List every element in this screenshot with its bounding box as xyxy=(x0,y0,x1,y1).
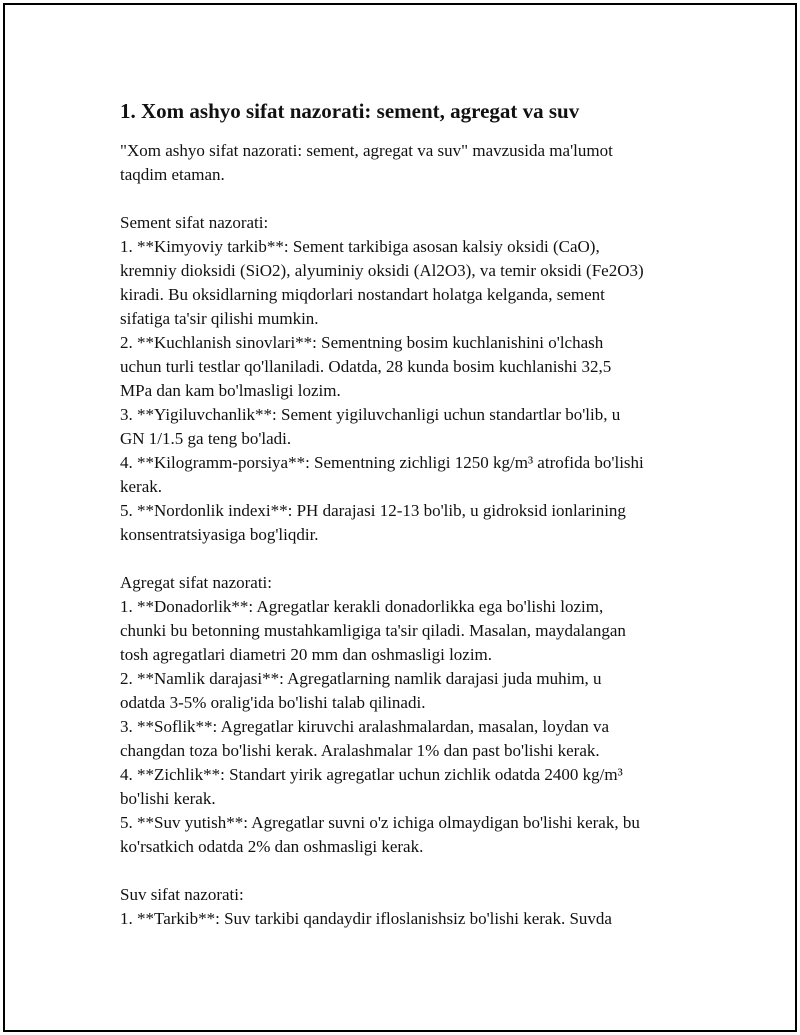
text-line: 1. **Kimyoviy tarkib**: Sement tarkibiga asosan kalsiy oksidi (CaO), xyxy=(120,237,600,256)
text-line: bo'lishi kerak. xyxy=(120,789,216,808)
text-line: tosh agregatlari diametri 20 mm dan oshmasligi lozim. xyxy=(120,645,493,664)
text-line: kremniy dioksidi (SiO2), alyuminiy oksidi (Al2O3), va temir oksidi (Fe2O3) xyxy=(120,261,644,280)
text-line: 2. **Namlik darajasi**: Agregatlarning namlik darajasi juda muhim, u xyxy=(120,669,602,688)
document-content xyxy=(120,97,700,931)
section-heading: Agregat sifat nazorati: xyxy=(120,573,272,592)
intro-paragraph xyxy=(120,139,700,211)
section-heading: Sement sifat nazorati: xyxy=(120,213,269,232)
text-line: taqdim etaman. xyxy=(120,165,225,184)
text-line: 5. **Suv yutish**: Agregatlar suvni o'z ichiga olmaydigan bo'lishi kerak, bu xyxy=(120,813,640,832)
text-line: kerak. xyxy=(120,477,163,496)
text-line: uchun turli testlar qo'llaniladi. Odatda, 28 kunda bosim kuchlanishi 32,5 xyxy=(120,357,612,376)
text-line: ko'rsatkich odatda 2% dan oshmasligi kerak. xyxy=(120,837,424,856)
text-line: 2. **Kuchlanish sinovlari**: Sementning bosim kuchlanishini o'lchash xyxy=(120,333,604,352)
text-line: konsentratsiyasiga bog'liqdir. xyxy=(120,525,319,544)
text-line: 1. **Donadorlik**: Agregatlar kerakli donadorlikka ega bo'lishi lozim, xyxy=(120,597,604,616)
text-line: sifatiga ta'sir qilishi mumkin. xyxy=(120,309,319,328)
text-line: 1. **Tarkib**: Suv tarkibi qandaydir ifloslanishsiz bo'lishi kerak. Suvda xyxy=(120,909,612,928)
text-line: kiradi. Bu oksidlarning miqdorlari nostandart holatga kelganda, sement xyxy=(120,285,605,304)
text-line: chunki bu betonning mustahkamligiga ta'sir qiladi. Masalan, maydalangan xyxy=(120,621,626,640)
section-heading: Suv sifat nazorati: xyxy=(120,885,244,904)
text-line: GN 1/1.5 ga teng bo'ladi. xyxy=(120,429,292,448)
blank-line xyxy=(120,859,700,883)
blank-line xyxy=(120,547,700,571)
text-line: 4. **Zichlik**: Standart yirik agregatlar uchun zichlik odatda 2400 kg/m³ xyxy=(120,765,623,784)
sement-section xyxy=(120,211,700,571)
document-page xyxy=(3,3,797,1032)
text-line: 5. **Nordonlik indexi**: PH darajasi 12-13 bo'lib, u gidroksid ionlarining xyxy=(120,501,626,520)
blank-line xyxy=(120,187,700,211)
text-line: MPa dan kam bo'lmasligi lozim. xyxy=(120,381,341,400)
document-title: 1. Xom ashyo sifat nazorati: sement, agregat va suv xyxy=(120,99,580,123)
agregat-section xyxy=(120,571,700,883)
text-line: 4. **Kilogramm-porsiya**: Sementning zichligi 1250 kg/m³ atrofida bo'lishi xyxy=(120,453,644,472)
text-line: 3. **Soflik**: Agregatlar kiruvchi aralashmalardan, masalan, loydan va xyxy=(120,717,610,736)
text-line: changdan toza bo'lishi kerak. Aralashmalar 1% dan past bo'lishi kerak. xyxy=(120,741,600,760)
text-line: 3. **Yigiluvchanlik**: Sement yigiluvchanligi uchun standartlar bo'lib, u xyxy=(120,405,621,424)
suv-section xyxy=(120,883,700,931)
text-line: "Xom ashyo sifat nazorati: sement, agregat va suv" mavzusida ma'lumot xyxy=(120,141,613,160)
text-line: odatda 3-5% oralig'ida bo'lishi talab qilinadi. xyxy=(120,693,426,712)
